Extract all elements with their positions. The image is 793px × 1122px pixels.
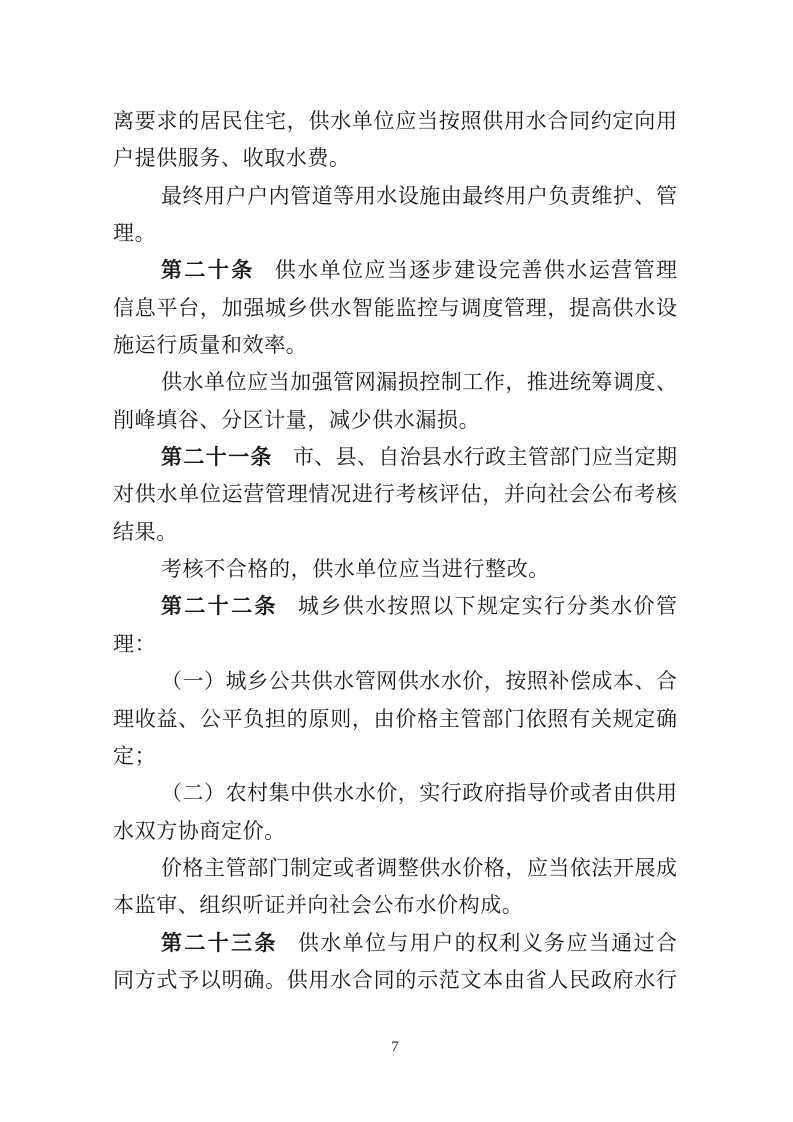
text-line: 最终用户户内管道等用水设施由最终用户负责维护、管 xyxy=(161,183,677,208)
article-body-text: 市、县、自治县水行政主管部门应当定期 xyxy=(292,445,678,470)
text-line: 信息平台，加强城乡供水智能监控与调度管理，提高供水设 xyxy=(113,295,677,320)
text-line: 户提供服务、收取水费。 xyxy=(113,146,351,171)
text-line: 理： xyxy=(113,631,157,656)
article-number: 第二十二条 xyxy=(161,595,278,619)
text-line: 理。 xyxy=(113,221,157,246)
text-line: 理收益、公平负担的原则，由价格主管部门依照有关规定确 xyxy=(113,706,677,731)
text-line: 离要求的居民住宅，供水单位应当按照供用水合同约定向用 xyxy=(113,109,677,133)
article-heading-line xyxy=(113,439,677,476)
text-line: 削峰填谷、分区计量，减少供水漏损。 xyxy=(113,407,481,432)
article-number: 第二十条 xyxy=(161,259,255,283)
article-heading-line xyxy=(113,252,677,289)
article-heading-line xyxy=(113,925,677,962)
page-number: 7 xyxy=(391,1039,399,1055)
article-body-text: 城乡供水按照以下规定实行分类水价管 xyxy=(297,594,677,619)
text-line: 同方式予以明确。供用水合同的示范文本由省人民政府水行 xyxy=(113,967,677,992)
article-number: 第二十三条 xyxy=(161,931,278,955)
text-line: 对供水单位运营管理情况进行考核评估，并向社会公布考核 xyxy=(113,482,677,507)
text-line: 定； xyxy=(113,743,157,768)
text-line: （二）农村集中供水水价，实行政府指导价或者由供用 xyxy=(161,781,677,806)
text-line: 供水单位应当加强管网漏损控制工作，推进统筹调度、 xyxy=(161,370,677,395)
article-heading-line xyxy=(113,588,677,625)
article-number: 第二十一条 xyxy=(161,446,273,470)
document-body xyxy=(113,103,677,999)
text-line: 结果。 xyxy=(113,519,178,544)
text-line: 施运行质量和效率。 xyxy=(113,333,308,358)
article-body-text: 供水单位应当逐步建设完善供水运营管理 xyxy=(274,258,678,283)
text-line: 考核不合格的，供水单位应当进行整改。 xyxy=(161,557,550,582)
text-line: 本监审、组织听证并向社会公布水价构成。 xyxy=(113,893,524,918)
text-line: 价格主管部门制定或者调整供水价格，应当依法开展成 xyxy=(161,855,677,880)
article-body-text: 供水单位与用户的权利义务应当通过合 xyxy=(297,930,677,955)
text-line: 水双方协商定价。 xyxy=(113,818,286,843)
text-line: （一）城乡公共供水管网供水水价，按照补偿成本、合 xyxy=(161,669,677,694)
